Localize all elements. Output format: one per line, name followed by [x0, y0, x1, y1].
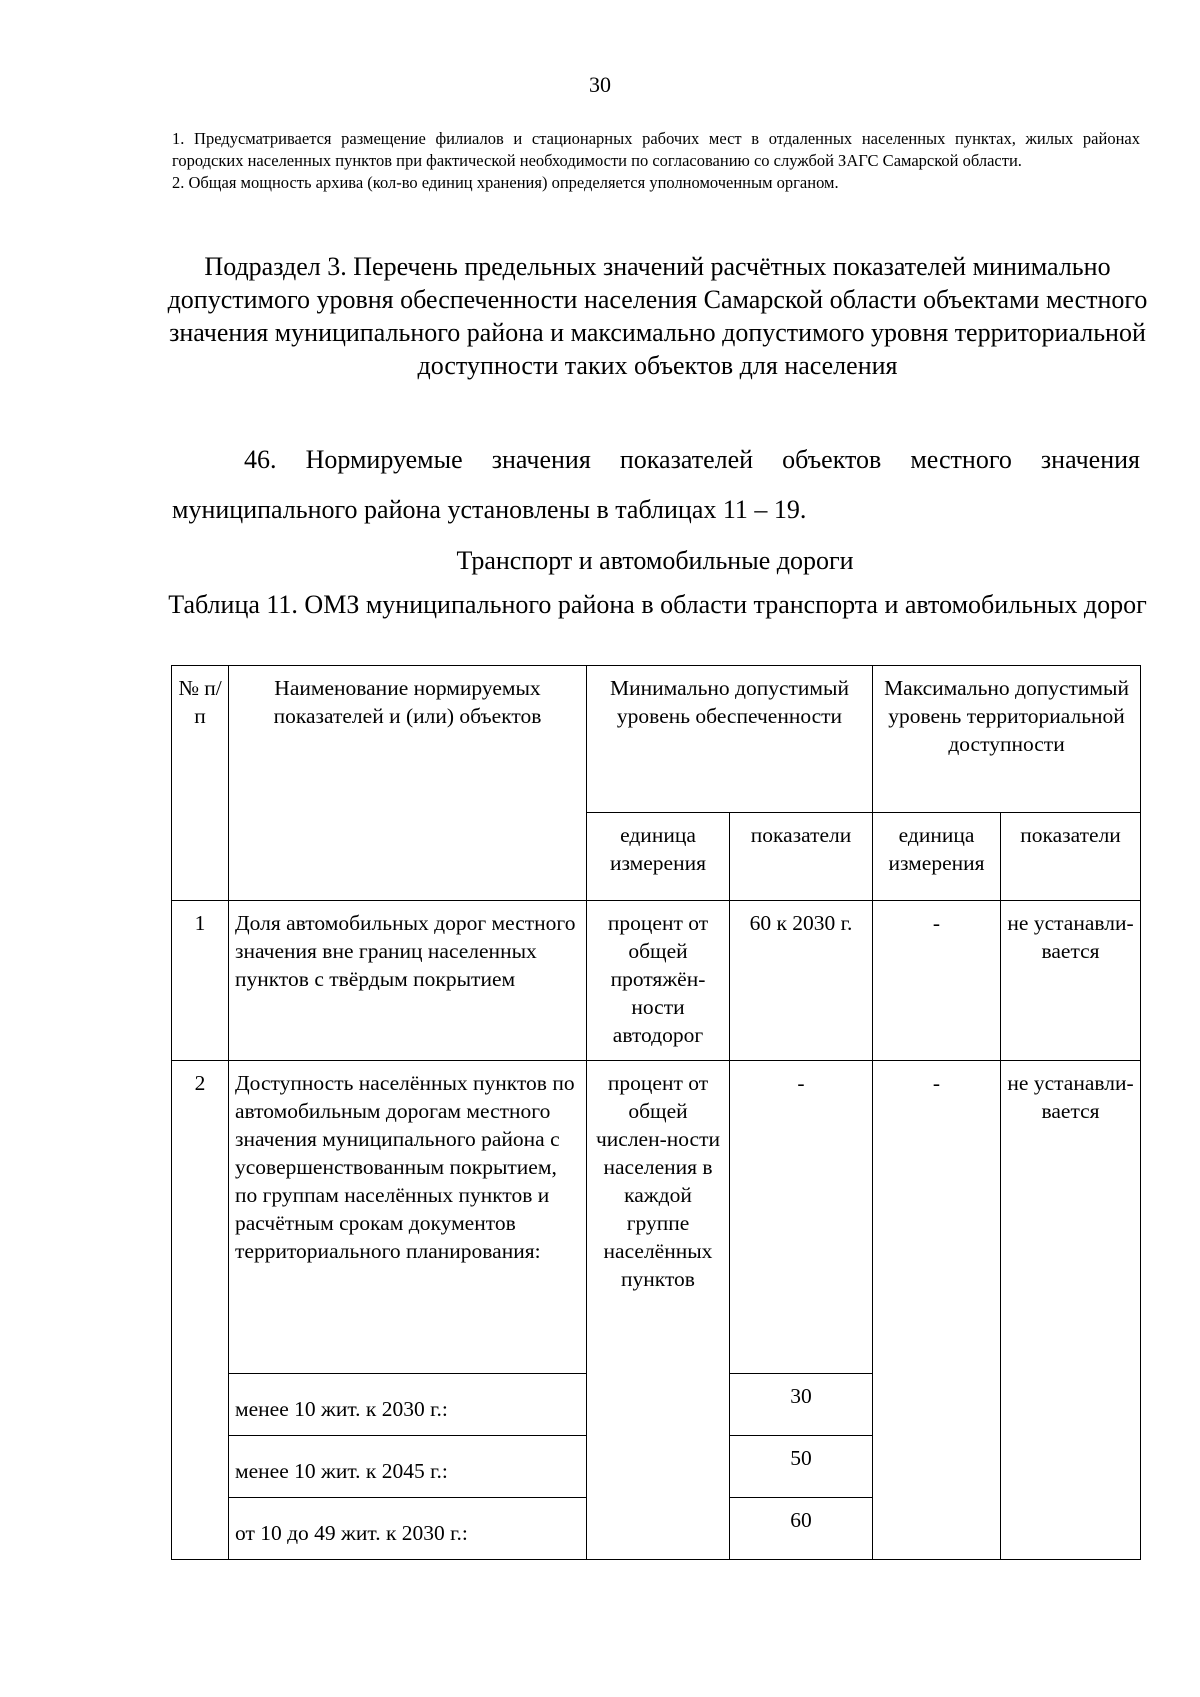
header-name: Наименование нормируемых показателей и (или) объектов: [229, 666, 587, 901]
header-min-level: Минимально допустимый уровень обеспеченности: [587, 666, 873, 813]
header-max-level: Максимально допустимый уровень территориальной доступности: [873, 666, 1141, 813]
row-num: 1: [172, 901, 229, 1061]
header-max-unit: единица измерения: [873, 813, 1001, 901]
row-max-unit: -: [873, 1061, 1001, 1560]
table-header-row: [172, 666, 1141, 813]
table-caption: Таблица 11. ОМЗ муниципального района в области транспорта и автомобильных дорог: [168, 590, 1147, 619]
table-row: [172, 901, 1141, 1061]
row-num: 2: [172, 1061, 229, 1560]
header-min-unit: единица измерения: [587, 813, 730, 901]
subsection-title: Подраздел 3. Перечень предельных значений расчётных показателей минимально допустимого уровня обеспеченности населения Самарской области объектами местного значения муниципального района и максимально допустимого уровня территориальной доступности таких объектов для населения: [167, 252, 1148, 380]
page-number: 30: [589, 72, 611, 97]
section-heading: Транспорт и автомобильные дороги: [456, 546, 854, 575]
footnote-1: 1. Предусматривается размещение филиалов и стационарных рабочих мест в отдаленных населенных пунктах, жилых районах городских населенных пунктов при фактической необходимости по согласованию со службой ЗАГС Самарской области.: [172, 129, 1140, 170]
row-max-unit: -: [873, 901, 1001, 1061]
header-min-indicators: показатели: [730, 813, 873, 901]
subrow-value: 60: [730, 1498, 873, 1560]
norms-table: [171, 665, 1141, 1560]
paragraph-46: 46. Нормируемые значения показателей объектов местного значения муниципального района установлены в таблицах 11 – 19.: [172, 445, 1140, 524]
subrow-label: менее 10 жит. к 2030 г.:: [229, 1374, 587, 1436]
row-max-value: не устанавли-вается: [1001, 901, 1141, 1061]
header-num: № п/п: [172, 666, 229, 901]
subrow-label: от 10 до 49 жит. к 2030 г.:: [229, 1498, 587, 1560]
footnote-2: 2. Общая мощность архива (кол-во единиц хранения) определяется уполномоченным органом.: [172, 173, 839, 192]
row-min-value: -: [730, 1061, 873, 1374]
row-min-value: 60 к 2030 г.: [730, 901, 873, 1061]
row-min-unit: процент от общей протяжён-ности автодорог: [587, 901, 730, 1061]
row-min-unit: процент от общей числен-ности населения в каждой группе населённых пунктов: [587, 1061, 730, 1560]
header-max-indicators: показатели: [1001, 813, 1141, 901]
row-max-value: не устанавли-вается: [1001, 1061, 1141, 1560]
row-name: Доступность населённых пунктов по автомобильным дорогам местного значения муниципального района с усовершенствованным покрытием, по группам населённых пунктов и расчётным срокам документов территориального планирования:: [229, 1061, 587, 1374]
footnotes: [172, 128, 1140, 194]
subrow-value: 30: [730, 1374, 873, 1436]
subrow-label: менее 10 жит. к 2045 г.:: [229, 1436, 587, 1498]
table-row: [172, 1061, 1141, 1374]
row-name: Доля автомобильных дорог местного значения вне границ населенных пунктов с твёрдым покрытием: [229, 901, 587, 1061]
subrow-value: 50: [730, 1436, 873, 1498]
